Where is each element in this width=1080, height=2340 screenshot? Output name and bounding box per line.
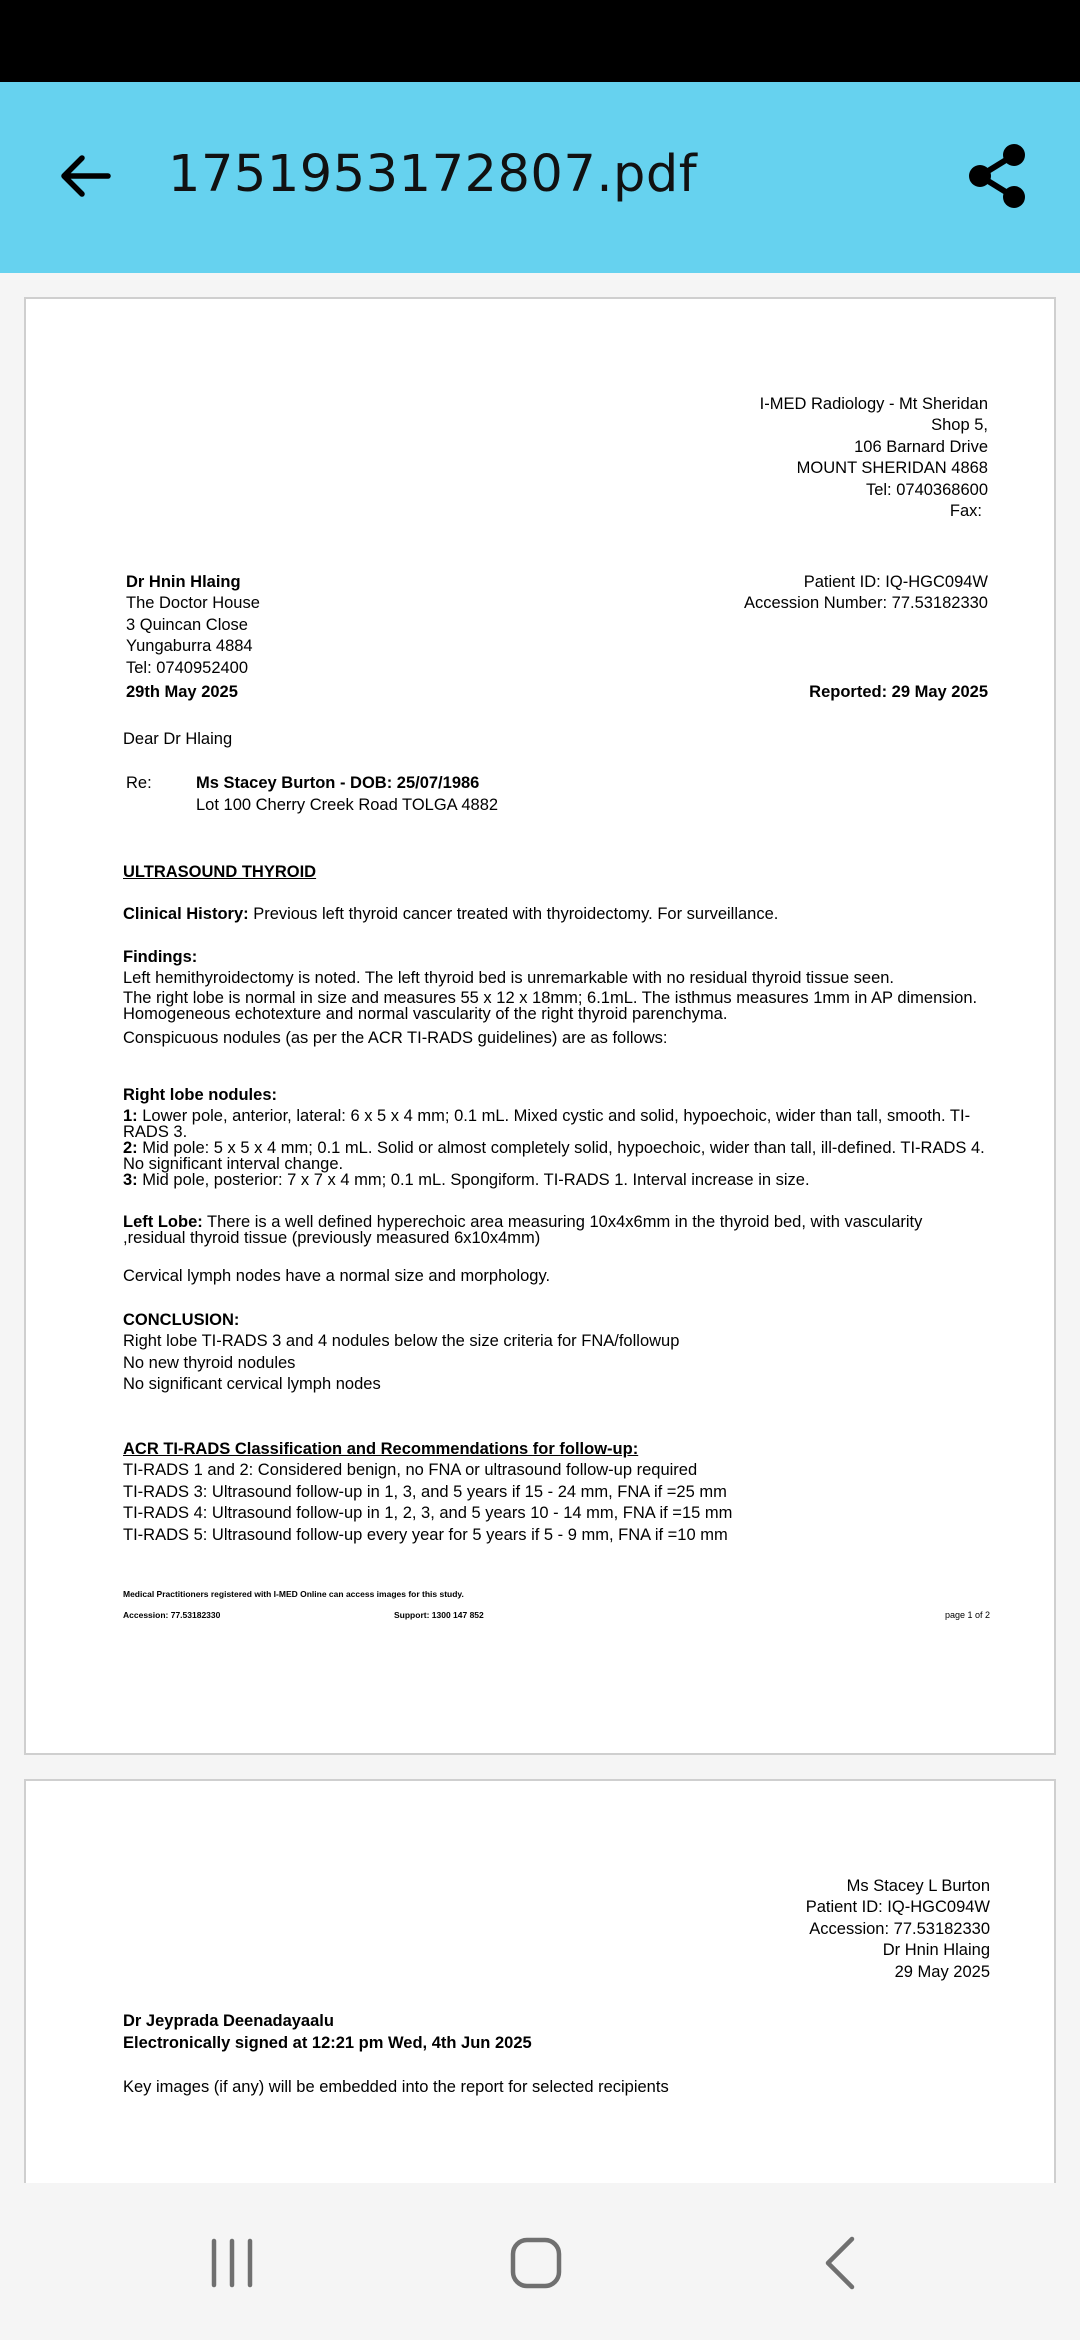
findings-line-3: Conspicuous nodules (as per the ACR TI-RADS guidelines) are as follows: [123,1029,668,1047]
p2-doctor: Dr Hnin Hlaing [882,1941,990,1959]
footer-support: Support: 1300 147 852 [394,1610,484,1620]
pdf-page-2 [24,1779,1056,2183]
clinical-history [123,904,778,926]
re-label: Re: [126,774,152,792]
share-button[interactable] [960,136,1034,216]
nodule-3 [123,1173,989,1189]
lymph-nodes: Cervical lymph nodes have a normal size and morphology. [123,1267,551,1285]
tirads-line-2: TI-RADS 3: Ultrasound follow-up in 1, 3, and 5 years if 15 - 24 mm, FNA if =25 mm [123,1483,727,1501]
footer-notice: Medical Practitioners registered with I-MED Online can access images for this study. [123,1589,464,1599]
clinic-name: I-MED Radiology - Mt Sheridan [759,395,988,413]
findings-line-1: Left hemithyroidectomy is noted. The left thyroid bed is unremarkable with no residual thyroid tissue seen. [123,969,895,987]
re-address: Lot 100 Cherry Creek Road TOLGA 4882 [196,796,499,814]
conclusion-line-2: No new thyroid nodules [123,1354,296,1372]
exam-title: ULTRASOUND THYROID [123,863,317,881]
nodule-2-text: Mid pole: 5 x 5 x 4 mm; 0.1 mL. Solid or almost completely solid, hypoechoic, wider than tall, ill-defined. TI-RADS 4. No significant interval change. [123,1139,985,1173]
letter-date: 29th May 2025 [126,683,238,701]
recent-apps-button[interactable] [172,2223,292,2303]
footer-accession: Accession: 77.53182330 [123,1610,221,1620]
pdf-viewer[interactable] [0,273,1080,2183]
patient-id: Patient ID: IQ-HGC094W [803,573,988,591]
tirads-title: ACR TI-RADS Classification and Recommendations for follow-up: [123,1440,639,1458]
re-patient: Ms Stacey Burton - DOB: 25/07/1986 [196,774,480,792]
p2-patient: Ms Stacey L Burton [846,1877,990,1895]
accession-number: Accession Number: 77.53182330 [744,594,988,612]
clinic-street: 106 Barnard Drive [854,438,988,456]
signer-name: Dr Jeyprada Deenadayaalu [123,2012,334,2030]
nodule-3-num: 3: [123,1171,138,1189]
findings-line-2: The right lobe is normal in size and measures 55 x 12 x 18mm; 6.1mL. The isthmus measures 1mm in AP dimension. Homogeneous echotexture and normal vascularity of the right thyroid parenchyma. [123,989,978,1023]
reported-date: Reported: 29 May 2025 [809,683,988,701]
clinic-fax: Fax: [949,502,982,520]
nodule-1 [123,1109,989,1140]
recipient-tel: Tel: 0740952400 [126,659,249,677]
back-button[interactable] [50,136,120,216]
tirads-line-3: TI-RADS 4: Ultrasound follow-up in 1, 2, 3, and 5 years 10 - 14 mm, FNA if =15 mm [123,1504,733,1522]
left-lobe-label: Left Lobe: [123,1213,203,1231]
conclusion-line-1: Right lobe TI-RADS 3 and 4 nodules below the size criteria for FNA/followup [123,1332,680,1350]
recipient-practice: The Doctor House [126,594,260,612]
left-lobe [123,1215,989,1246]
recent-apps-icon [207,2238,257,2288]
clinical-history-label: Clinical History: [123,905,249,923]
recipient-city: Yungaburra 4884 [126,637,253,655]
clinic-city: MOUNT SHERIDAN 4868 [796,459,988,477]
document-title: 1751953172807.pdf [168,145,698,204]
home-button[interactable] [476,2223,596,2303]
clinic-shop: Shop 5, [931,416,988,434]
recipient-street: 3 Quincan Close [126,616,248,634]
nodule-2-num: 2: [123,1139,138,1157]
right-lobe-label: Right lobe nodules: [123,1086,277,1104]
tirads-line-1: TI-RADS 1 and 2: Considered benign, no FNA or ultrasound follow-up required [123,1461,698,1479]
arrow-left-icon [58,152,112,200]
share-icon [967,143,1027,209]
findings-label: Findings: [123,948,198,966]
home-icon [510,2237,562,2289]
nodule-2 [123,1141,989,1172]
status-bar [0,0,1080,82]
conclusion-line-3: No significant cervical lymph nodes [123,1375,381,1393]
page-number: page 1 of 2 [944,1610,990,1620]
tirads-line-4: TI-RADS 5: Ultrasound follow-up every year for 5 years if 5 - 9 mm, FNA if =10 mm [123,1526,728,1544]
back-chevron-icon [822,2235,858,2291]
clinical-history-text: Previous left thyroid cancer treated with thyroidectomy. For surveillance. [248,905,779,923]
system-back-button[interactable] [780,2223,900,2303]
p2-date: 29 May 2025 [894,1963,990,1981]
recipient-name: Dr Hnin Hlaing [126,573,241,591]
p2-patient-id: Patient ID: IQ-HGC094W [805,1898,990,1916]
pdf-page-1 [24,297,1056,1755]
conclusion-label: CONCLUSION: [123,1311,240,1329]
p2-accession: Accession: 77.53182330 [809,1920,990,1938]
left-lobe-text: There is a well defined hyperechoic area measuring 10x4x6mm in the thyroid bed, with vascularity ,residual thyroid tissue (previously measured 6x10x4mm) [123,1213,923,1247]
navigation-bar [0,2183,1080,2340]
nodule-1-num: 1: [123,1107,138,1125]
clinic-tel: Tel: 0740368600 [865,481,988,499]
key-images-note: Key images (if any) will be embedded into the report for selected recipients [123,2078,669,2096]
salutation: Dear Dr Hlaing [123,730,233,748]
signed-line: Electronically signed at 12:21 pm Wed, 4th Jun 2025 [123,2034,532,2052]
nodule-1-text: Lower pole, anterior, lateral: 6 x 5 x 4 mm; 0.1 mL. Mixed cystic and solid, hypoechoic, wider than tall, smooth. TI-RADS 3. [123,1107,971,1141]
nodule-3-text: Mid pole, posterior: 7 x 7 x 4 mm; 0.1 mL. Spongiform. TI-RADS 1. Interval increase in size. [137,1171,810,1189]
